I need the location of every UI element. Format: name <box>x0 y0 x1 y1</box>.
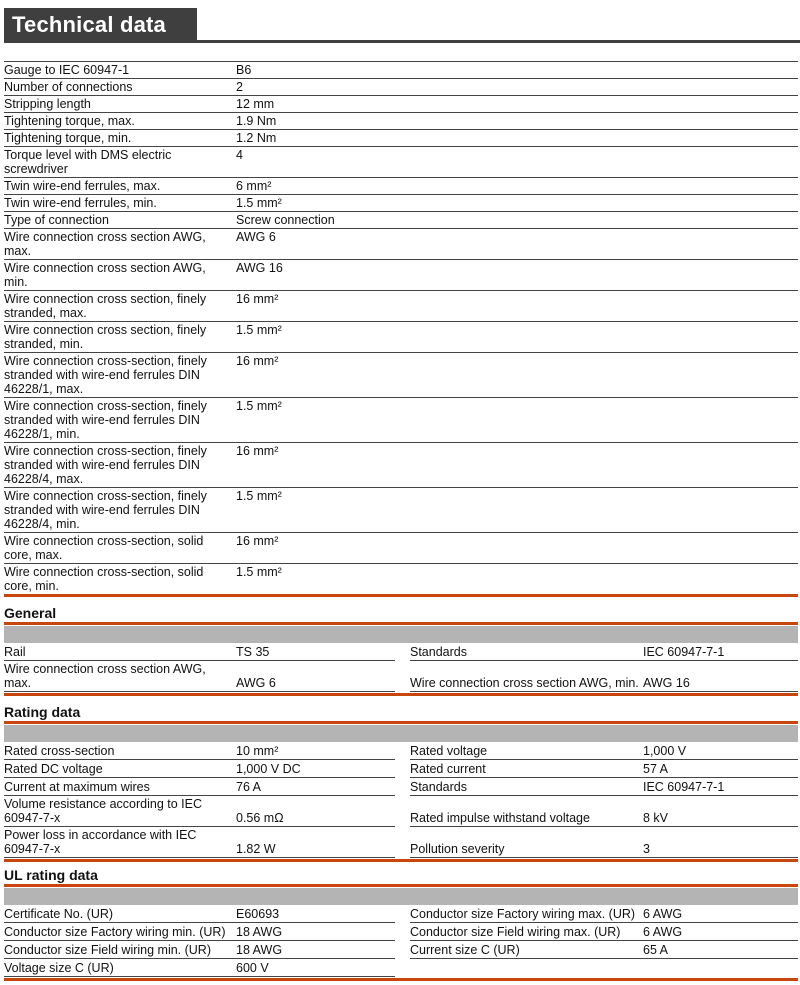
table-row <box>4 62 798 79</box>
row-value: AWG 16 <box>236 261 283 275</box>
row-label: Stripping length <box>4 97 91 111</box>
table-row <box>4 923 395 941</box>
table-row <box>410 778 798 796</box>
section-header-bar <box>4 626 798 643</box>
row-label: Wire connection cross section AWG, min. <box>410 676 639 690</box>
row-value: AWG 6 <box>236 676 276 690</box>
row-label: Type of connection <box>4 213 109 227</box>
row-label: Rated current <box>410 762 486 776</box>
table-row <box>4 130 798 147</box>
row-value: 3 <box>643 842 650 856</box>
row-label: Twin wire-end ferrules, max. <box>4 179 161 193</box>
row-label: Tightening torque, min. <box>4 131 132 145</box>
row-label: Rated voltage <box>410 744 488 758</box>
row-value: 1.5 mm² <box>236 323 282 337</box>
row-value: E60693 <box>236 907 280 921</box>
row-value: 16 mm² <box>236 354 279 368</box>
left-column <box>4 905 395 977</box>
row-label: Power loss in accordance with IEC 60947-7-x <box>4 828 197 856</box>
row-value: 1,000 V DC <box>236 762 301 776</box>
table-row <box>4 291 798 322</box>
row-label: Rated impulse withstand voltage <box>410 811 590 825</box>
section-header-bar <box>4 725 798 742</box>
table-row <box>4 96 798 113</box>
right-column <box>410 905 798 977</box>
table-row <box>4 147 798 178</box>
table-row <box>4 959 395 977</box>
right-column <box>410 742 798 858</box>
row-label: Wire connection cross section, finely stranded, min. <box>4 323 207 351</box>
row-value: 1.82 W <box>236 842 276 856</box>
table-row <box>4 533 798 564</box>
table-row <box>410 905 798 923</box>
row-value: 18 AWG <box>236 925 283 939</box>
section-rating-data <box>4 703 798 862</box>
title-divider <box>4 40 800 43</box>
row-label: Wire connection cross section AWG, max. <box>4 662 206 690</box>
row-label: Current size C (UR) <box>410 943 520 957</box>
table-row <box>4 398 798 443</box>
table-row <box>4 661 395 692</box>
table-row <box>4 229 798 260</box>
row-value: AWG 6 <box>236 230 276 244</box>
table-row <box>4 260 798 291</box>
row-value: 6 AWG <box>643 925 683 939</box>
row-label: Wire connection cross-section, finely stranded with wire-end ferrules DIN 46228/4, min. <box>4 489 207 531</box>
row-label: Rated DC voltage <box>4 762 103 776</box>
table-row <box>4 827 395 858</box>
table-row <box>4 941 395 959</box>
row-label: Wire connection cross section AWG, min. <box>4 261 206 289</box>
row-label: Conductor size Field wiring min. (UR) <box>4 943 212 957</box>
row-value: 1,000 V <box>643 744 687 758</box>
table-row <box>410 796 798 827</box>
section-heading: Rating data <box>4 703 798 724</box>
table-row <box>410 643 798 661</box>
table-row <box>4 778 395 796</box>
table-row <box>4 212 798 229</box>
row-value: 76 A <box>236 780 262 794</box>
row-value: 0.56 mΩ <box>236 811 284 825</box>
technical-data-table <box>4 61 798 597</box>
table-row <box>4 905 395 923</box>
row-value: 12 mm <box>236 97 275 111</box>
left-column <box>4 742 395 858</box>
table-row <box>4 178 798 195</box>
row-label: Voltage size C (UR) <box>4 961 114 975</box>
row-value: 1.5 mm² <box>236 565 282 579</box>
row-label: Conductor size Factory wiring max. (UR) <box>410 907 636 921</box>
row-label: Certificate No. (UR) <box>4 907 114 921</box>
row-value: 6 AWG <box>643 907 683 921</box>
row-value: B6 <box>236 63 252 77</box>
row-label: Wire connection cross-section, solid core, max. <box>4 534 204 562</box>
section-end-rule <box>4 978 798 981</box>
section-header-bar <box>4 888 798 905</box>
row-label: Gauge to IEC 60947-1 <box>4 63 130 77</box>
row-label: Wire connection cross section, finely stranded, max. <box>4 292 207 320</box>
row-label: Current at maximum wires <box>4 780 150 794</box>
section-end-rule <box>4 693 798 696</box>
row-label: Standards <box>410 780 467 794</box>
row-value: TS 35 <box>236 645 270 659</box>
section-end-rule <box>4 859 798 862</box>
row-value: AWG 16 <box>643 676 690 690</box>
table-row <box>410 742 798 760</box>
row-value: 16 mm² <box>236 444 279 458</box>
row-value: 1.5 mm² <box>236 489 282 503</box>
row-value: 6 mm² <box>236 179 272 193</box>
row-label: Conductor size Field wiring max. (UR) <box>410 925 621 939</box>
section-ul-rating-data <box>4 866 798 981</box>
row-value: 1.9 Nm <box>236 114 277 128</box>
table-row <box>4 643 395 661</box>
row-label: Torque level with DMS electric screwdriver <box>4 148 172 176</box>
row-label: Rail <box>4 645 26 659</box>
row-value: 65 A <box>643 943 669 957</box>
row-value: 1.5 mm² <box>236 196 282 210</box>
row-value: IEC 60947-7-1 <box>643 780 725 794</box>
row-value: 18 AWG <box>236 943 283 957</box>
row-label: Twin wire-end ferrules, min. <box>4 196 157 210</box>
section-grid <box>4 643 798 692</box>
row-value: 16 mm² <box>236 292 279 306</box>
row-label: Pollution severity <box>410 842 505 856</box>
section-general <box>4 604 798 696</box>
table-row <box>4 443 798 488</box>
section-heading: General <box>4 604 798 625</box>
row-value: 10 mm² <box>236 744 279 758</box>
table-row <box>4 353 798 398</box>
table-row <box>4 564 798 597</box>
section-grid <box>4 905 798 977</box>
row-value: 1.5 mm² <box>236 399 282 413</box>
row-label: Tightening torque, max. <box>4 114 135 128</box>
table-row <box>410 661 798 692</box>
row-value: Screw connection <box>236 213 335 227</box>
section-grid <box>4 742 798 858</box>
row-value: 4 <box>236 148 243 162</box>
table-row <box>410 923 798 941</box>
row-value: 2 <box>236 80 243 94</box>
row-label: Wire connection cross-section, finely stranded with wire-end ferrules DIN 46228/1, min. <box>4 399 207 441</box>
row-label: Standards <box>410 645 467 659</box>
row-label: Rated cross-section <box>4 744 115 758</box>
row-label: Wire connection cross-section, solid core, min. <box>4 565 204 593</box>
row-label: Conductor size Factory wiring min. (UR) <box>4 925 226 939</box>
title-header <box>0 8 800 44</box>
row-label: Volume resistance according to IEC 60947-7-x <box>4 797 203 825</box>
row-value: 57 A <box>643 762 669 776</box>
row-value: 1.2 Nm <box>236 131 277 145</box>
right-column <box>410 643 798 692</box>
row-label: Wire connection cross-section, finely stranded with wire-end ferrules DIN 46228/4, max. <box>4 444 207 486</box>
row-label: Wire connection cross section AWG, max. <box>4 230 206 258</box>
table-row <box>4 742 395 760</box>
table-row <box>4 488 798 533</box>
row-label: Number of connections <box>4 80 133 94</box>
row-value: IEC 60947-7-1 <box>643 645 725 659</box>
row-value: 16 mm² <box>236 534 279 548</box>
table-row <box>4 760 395 778</box>
table-row <box>410 827 798 858</box>
table-row <box>4 796 395 827</box>
row-value: 8 kV <box>643 811 669 825</box>
page-title: Technical data <box>4 8 197 41</box>
table-row <box>410 959 798 976</box>
row-label: Wire connection cross-section, finely stranded with wire-end ferrules DIN 46228/1, max. <box>4 354 207 396</box>
table-row <box>4 79 798 96</box>
row-value: 600 V <box>236 961 269 975</box>
table-row <box>410 760 798 778</box>
table-row <box>410 941 798 959</box>
left-column <box>4 643 395 692</box>
table-row <box>4 322 798 353</box>
table-row <box>4 113 798 130</box>
table-row <box>4 195 798 212</box>
section-heading: UL rating data <box>4 866 798 887</box>
